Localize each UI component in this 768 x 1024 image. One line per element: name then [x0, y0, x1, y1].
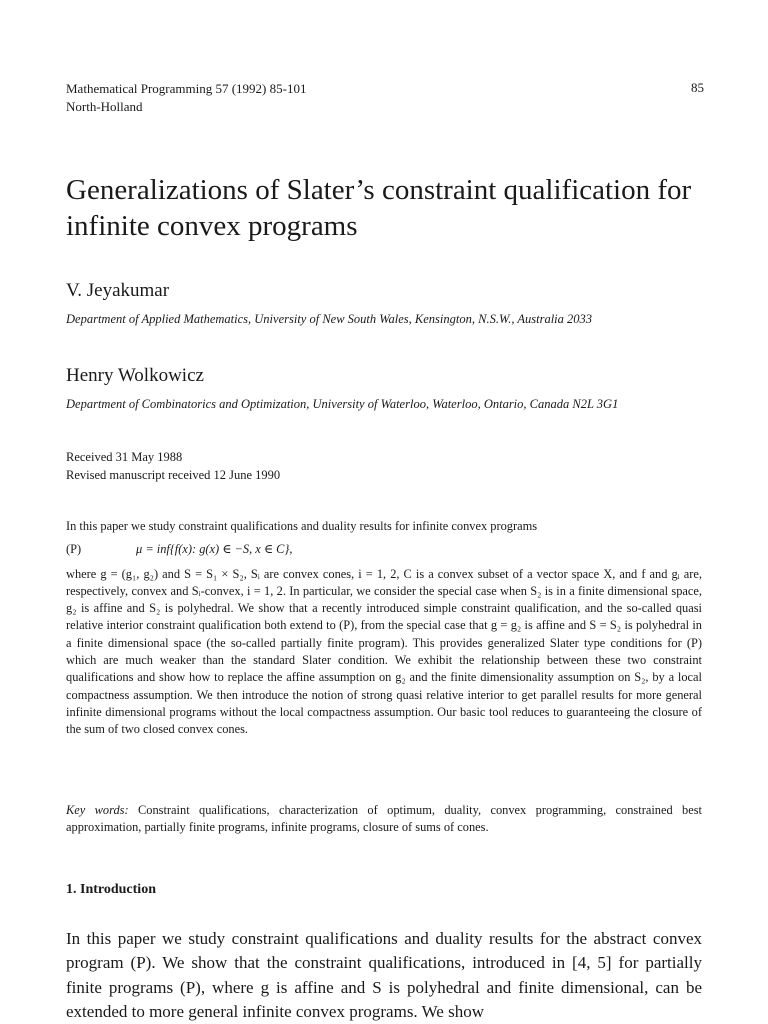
- introduction-body: [66, 927, 702, 1024]
- received-date: Received 31 May 1988: [66, 450, 183, 464]
- received-dates: [66, 448, 280, 484]
- keywords-label: Key words:: [66, 803, 129, 817]
- problem-label: (P): [66, 542, 82, 557]
- keywords-text: Constraint qualifications, characterization of optimum, duality, convex programming, constrained best approximation, partially finite programs, infinite programs, closure of sums of cones.: [66, 803, 703, 835]
- paper-title: Generalizations of Slater’s constraint qualification for infinite convex programs: [66, 174, 692, 242]
- abstract: [66, 518, 702, 739]
- abstract-intro: In this paper we study constraint qualifications and duality results for infinite convex programs: [66, 519, 538, 533]
- journal-citation: Mathematical Programming 57 (1992) 85-101: [66, 81, 307, 96]
- author-name-1: V. Jeyakumar: [66, 280, 170, 301]
- publisher: North-Holland: [66, 99, 143, 114]
- author-name-2: Henry Wolkowicz: [66, 365, 204, 386]
- section-heading: 1. Introduction: [66, 882, 156, 897]
- author-affiliation-2: Department of Combinatorics and Optimization, University of Waterloo, Waterloo, Ontario, Canada N2L 3G1: [66, 397, 619, 411]
- page-number: 85: [691, 80, 704, 95]
- introduction-paragraph: In this paper we study constraint qualifications and duality results for the abstract convex program (P). We show that the constraint qualifications, introduced in [4, 5] for partially finite programs (P), where g is affine and S is polyhedral and finite dimensional, can be extended to more general infinite convex programs. We show: [66, 929, 702, 1021]
- journal-header: [66, 80, 306, 116]
- revised-date: Revised manuscript received 12 June 1990: [66, 468, 281, 482]
- problem-formula: μ = inf{f(x): g(x) ∈ −S, x ∈ C},: [136, 542, 293, 557]
- keywords: [66, 802, 702, 837]
- abstract-body: where g = (g₁, g₂) and S = S₁ × S₂, Sᵢ are convex cones, i = 1, 2, C is a convex subset of a vector space X, and f and gᵢ are, respectively, convex and Sᵢ-convex, i = 1, 2. In particular, we consider the special case when S₂ is in a finite dimensional space, g₂ is affine and S₂ is polyhedral. We show that a recently introduced simple constraint qualification, and the so-called quasi relative interior constraint qualification both extend to (P), from the special case that g = g₂ is affine and S = S₂ is polyhedral in a finite dimensional space (the so-called partially finite program). This provides generalized Slater type conditions for (P) which are much weaker than the standard Slater condition. We exhibit the relationship between these two constraint qualifications and show how to replace the affine assumption on g₂ and the finite dimensionality assumption on S₂, by a local compactness assumption. We then introduce the notion of strong quasi relative interior to get parallel results for more general infinite dimensional programs without the local compactness assumption. Our basic tool reduces to guaranteeing the closure of the sum of two closed convex cones.: [66, 566, 702, 737]
- problem-statement: [66, 541, 702, 558]
- author-affiliation-1: Department of Applied Mathematics, University of New South Wales, Kensington, N.S.W., Australia 2033: [66, 312, 593, 326]
